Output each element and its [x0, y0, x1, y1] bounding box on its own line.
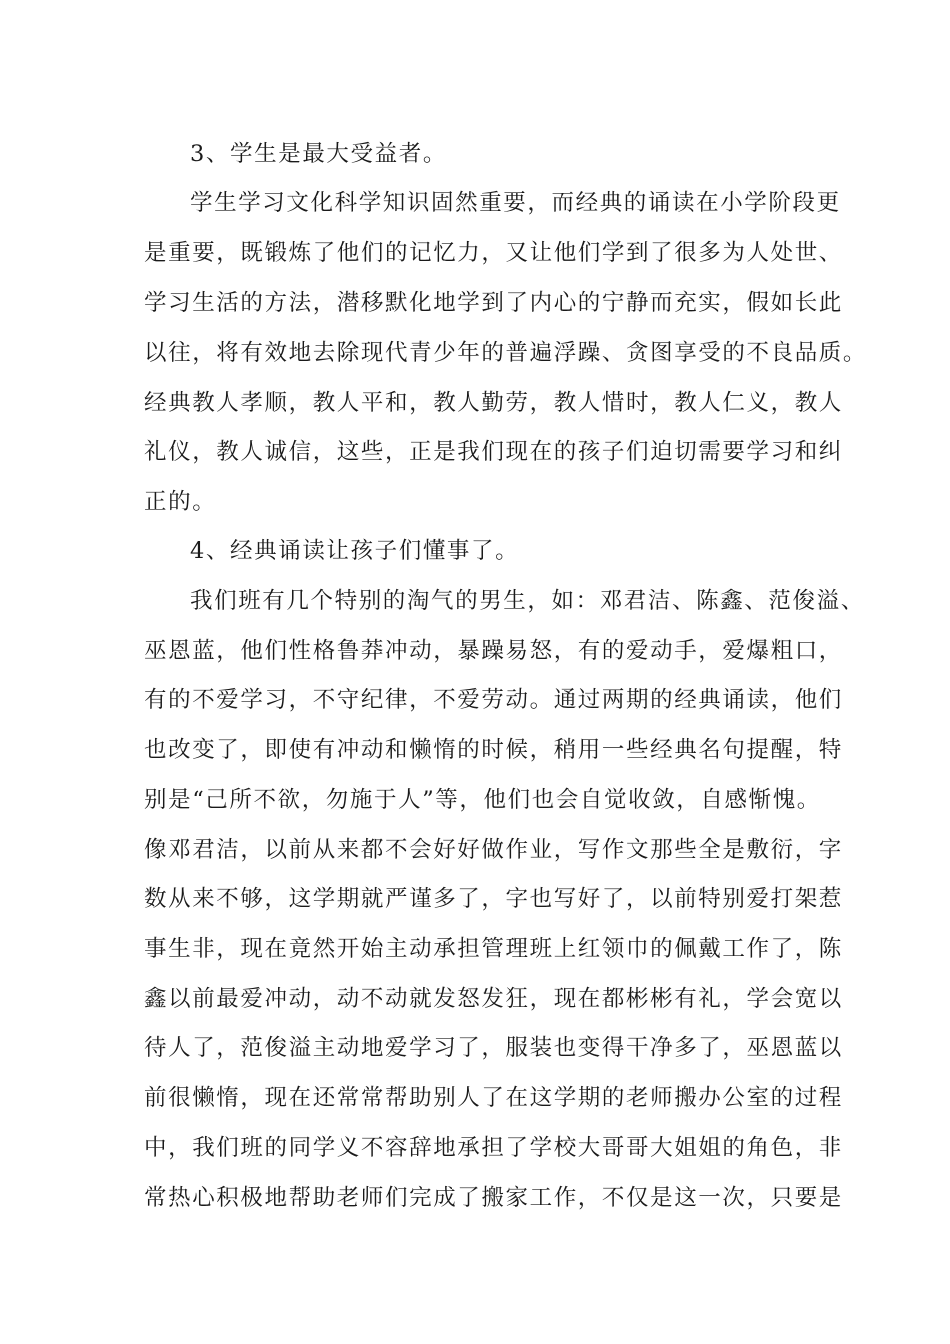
- paragraph-line: 待人了，范俊溢主动地爱学习了，服装也变得干净多了，巫恩蓝以: [144, 1035, 843, 1061]
- paragraph-line: 前很懒惰，现在还常常帮助别人了在这学期的老师搬办公室的过程: [144, 1085, 843, 1111]
- paragraph-line: 有的不爱学习，不守纪律，不爱劳动。通过两期的经典诵读，他们: [144, 687, 843, 713]
- paragraph-line: 学习生活的方法，潜移默化地学到了内心的宁静而充实，假如长此: [144, 290, 843, 316]
- paragraph-line: 中，我们班的同学义不容辞地承担了学校大哥哥大姐姐的角色，非: [144, 1135, 843, 1161]
- paragraph-line: 我们班有几个特别的淘气的男生，如：邓君洁、陈鑫、范俊溢、: [190, 588, 865, 614]
- paragraph-line: 是重要，既锻炼了他们的记忆力，又让他们学到了很多为人处世、: [144, 240, 843, 266]
- paragraph-line: 鑫以前最爱冲动，动不动就发怒发狂，现在都彬彬有礼，学会宽以: [144, 986, 843, 1012]
- paragraph-line: 别是“己所不欲，勿施于人”等，他们也会自觉收敛，自感惭愧。: [144, 787, 821, 813]
- paragraph-line: 正的。: [144, 489, 217, 515]
- paragraph-line: 巫恩蓝，他们性格鲁莽冲动，暴躁易怒，有的爱动手，爱爆粗口，: [144, 638, 843, 664]
- paragraph-line: 常热心积极地帮助老师们完成了搬家工作，不仅是这一次，只要是: [144, 1185, 843, 1211]
- paragraph-line: 以往，将有效地去除现代青少年的普遍浮躁、贪图享受的不良品质。: [144, 340, 868, 366]
- paragraph-line: 礼仪，教人诚信，这些，正是我们现在的孩子们迫切需要学习和纠: [144, 439, 843, 465]
- paragraph-line: 事生非，现在竟然开始主动承担管理班上红领巾的佩戴工作了，陈: [144, 936, 843, 962]
- paragraph-line: 像邓君洁，以前从来都不会好好做作业，写作文那些全是敷衍，字: [144, 837, 843, 863]
- paragraph-line: 学生学习文化科学知识固然重要，而经典的诵读在小学阶段更: [190, 190, 841, 216]
- paragraph-line: 经典教人孝顺，教人平和，教人勤劳，教人惜时，教人仁义，教人: [144, 390, 843, 416]
- heading-4: 4、经典诵读让孩子们懂事了。: [190, 538, 520, 564]
- paragraph-line: 数从来不够，这学期就严谨多了，字也写好了，以前特别爱打架惹: [144, 886, 843, 912]
- paragraph-line: 也改变了，即使有冲动和懒惰的时候，稍用一些经典名句提醒，特: [144, 737, 843, 763]
- heading-3: 3、学生是最大受益者。: [190, 141, 447, 167]
